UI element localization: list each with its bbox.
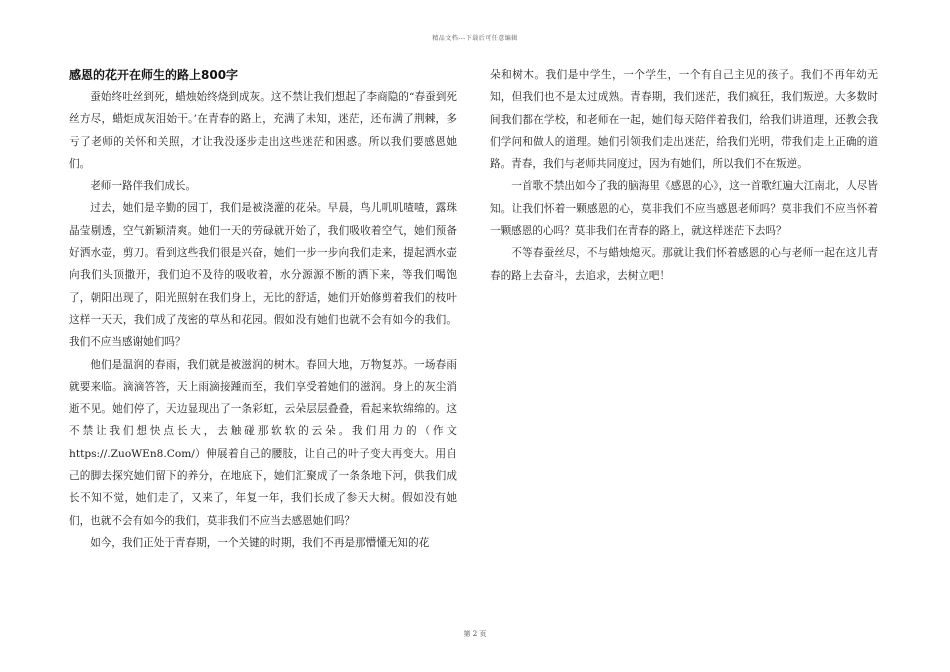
paragraph: 不等春蚕丝尽，不与蜡烛熄灭。那就让我们怀着感恩的心与老师一起在这儿青春的路上去奋斗，去追求，去树立吧！ <box>490 247 878 282</box>
paragraph: 老师一路伴我们成长。 <box>90 180 197 193</box>
page-header: 精品文档---下载后可任意编辑 <box>432 35 518 42</box>
paragraph: 过去，她们是辛勤的园丁，我们是被浇灌的花朵。早晨，鸟儿叽叽喳喳，露珠晶莹剔透，空气新颖清爽。她们一天的劳碌就开始了，我们吸收着空气，她们预备好洒水壶，剪刀。看到这些我们很是兴奋，她们一步一步向我们走来，提起洒水壶向我们头顶撒开，我们迫不及待的吸收着，水分源源不断的洒下来，等我们喝饱了，朝阳出现了，阳光照射在我们身上，无比的舒适，她们开始修剪着我们的枝叶这样一天天，我们成了茂密的草丛和花园。假如没有她们也就不会有如今的我们。我们不应当感谢她们吗？ <box>69 202 457 349</box>
paragraph: 如今，我们正处于青春期，一个关键的时期，我们不再是那懵懂无知的花 <box>90 536 430 549</box>
paragraph: 蚕始终吐丝到死，蜡烛始终烧到成灰。这不禁让我们想起了李商隐的“春蚕到死丝方尽，蜡炬成灰泪始干。’在青春的路上，充满了未知，迷茫，还布满了荆棘，多亏了老师的关怀和关照，才让我没逐步走出这些迷茫和困惑。所以我们要感恩她们。 <box>69 91 457 170</box>
paragraph-continued: 朵和树木。我们是中学生，一个学生，一个有自己主见的孩子。我们不再年幼无知，但我们也不是太过成熟。青春期，我们迷茫，我们疯狂，我们叛逆。大多数时间我们都在学校，和老师在一起，她们每天陪伴着我们，给我们讲道理，还教会我们学问和做人的道理。她们引领我们走出迷茫，给我们光明，带我们走上正确的道路。青春，我们与老师共同度过，因为有她们，所以我们不在叛逆。 <box>490 69 878 171</box>
left-column <box>69 64 457 554</box>
right-column <box>490 64 878 287</box>
paragraph: 一首歌不禁出如今了我的脑海里《感恩的心》，这一首歌红遍大江南北，人尽皆知。让我们怀着一颗感恩的心，莫非我们不应当感恩老师吗？莫非我们不应当怀着一颗感恩的心吗？莫非我们在青春的路上，就这样迷茫下去吗？ <box>490 180 878 238</box>
page-number: 第 2 页 <box>463 630 487 638</box>
article-title: 感恩的花开在师生的路上800字 <box>69 68 239 82</box>
paragraph: 他们是温润的春雨，我们就是被滋润的树木。春回大地，万物复苏。一场春雨就要来临。滴滴答答，天上雨滴接踵而至，我们享受着她们的滋润。身上的灰尘消逝不见。她们停了，天边显现出了一条彩虹，云朵层层叠叠，看起来软绵绵的。这不禁让我们想快点长大，去触碰那软软的云朵。我们用力的（作文https://.ZuoWEn8.Com/）伸展着自己的腰肢，让自己的叶子变大再变大。用自己的脚去探究她们留下的养分，在地底下，她们汇聚成了一条条地下河，供我们成长不知不觉，她们走了，又来了，年复一年，我们长成了参天大树。假如没有她们，也就不会有如今的我们，莫非我们不应当去感恩她们吗？ <box>69 358 457 527</box>
